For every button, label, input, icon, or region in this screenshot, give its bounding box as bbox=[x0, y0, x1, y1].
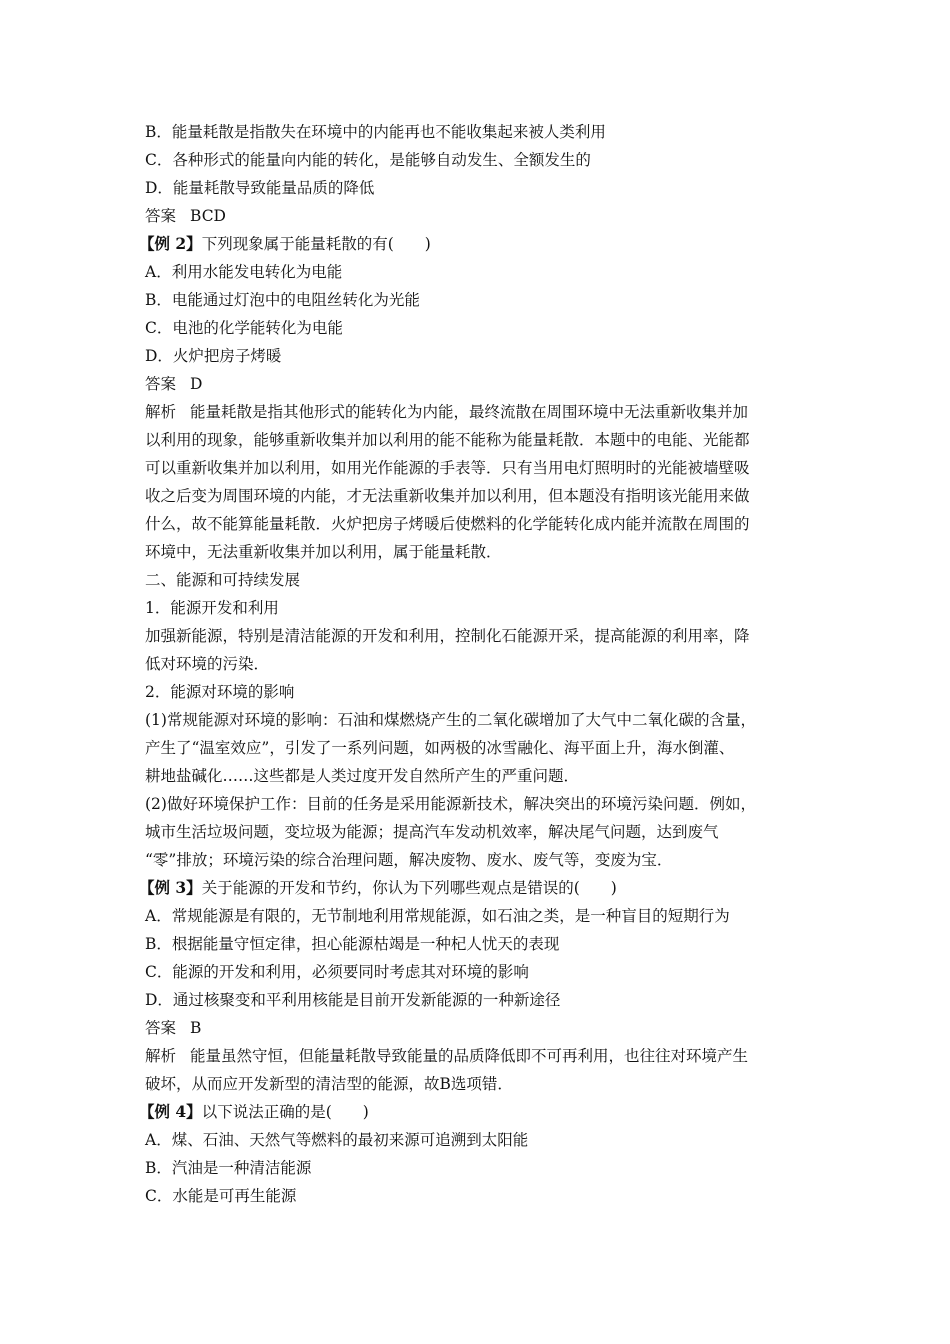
option-d: D．通过核聚变和平利用核能是目前开发新能源的一种新途径 bbox=[145, 991, 561, 1009]
document-page bbox=[139, 118, 813, 1210]
analysis-line bbox=[145, 398, 813, 426]
question-text: 关于能源的开发和节约，你认为下列哪些观点是错误的( ) bbox=[201, 879, 617, 897]
analysis-line: 以利用的现象，能够重新收集并加以利用的能不能称为能量耗散．本题中的电能、光能都 bbox=[145, 431, 750, 449]
option-c: C．电池的化学能转化为电能 bbox=[145, 319, 343, 337]
question-text: 下列现象属于能量耗散的有( ) bbox=[201, 235, 431, 253]
option-b: B．电能通过灯泡中的电阻丝转化为光能 bbox=[145, 291, 420, 309]
option-c: C．能源的开发和利用，必须要同时考虑其对环境的影响 bbox=[145, 963, 529, 981]
analysis-text: 能量虽然守恒，但能量耗散导致能量的品质降低即不可再利用，也往往对环境产生 bbox=[190, 1047, 749, 1065]
question-text: 以下说法正确的是( ) bbox=[201, 1103, 369, 1121]
paragraph-line: “零”排放；环境污染的综合治理问题，解决废物、废水、废气等，变废为宝． bbox=[145, 851, 673, 869]
option-b: B．能量耗散是指散失在环境中的内能再也不能收集起来被人类利用 bbox=[145, 123, 606, 141]
section-heading: 二、能源和可持续发展 bbox=[145, 571, 301, 589]
analysis-line bbox=[145, 1042, 813, 1070]
paragraph-line: (1)常规能源对环境的影响：石油和煤燃烧产生的二氧化碳增加了大气中二氧化碳的含量， bbox=[145, 711, 756, 729]
analysis-label: 解析 bbox=[145, 403, 177, 421]
answer-line bbox=[145, 1014, 813, 1042]
analysis-line: 什么，故不能算能量耗散．火炉把房子烤暖后使燃料的化学能转化成内能并流散在周围的 bbox=[145, 515, 750, 533]
option-d: D．能量耗散导致能量品质的降低 bbox=[145, 179, 375, 197]
option-c: C．水能是可再生能源 bbox=[145, 1187, 297, 1205]
analysis-label: 解析 bbox=[145, 1047, 177, 1065]
example-tag: 【例 3】 bbox=[139, 878, 202, 897]
option-b: B．根据能量守恒定律，担心能源枯竭是一种杞人忧天的表现 bbox=[145, 935, 560, 953]
answer-value: BCD bbox=[190, 207, 226, 225]
example-4-question bbox=[139, 1098, 813, 1126]
analysis-line: 可以重新收集并加以利用，如用光作能源的手表等．只有当用电灯照明时的光能被墙壁吸 bbox=[145, 459, 750, 477]
option-a: A．利用水能发电转化为电能 bbox=[145, 263, 343, 281]
option-a: A．常规能源是有限的，无节制地利用常规能源，如石油之类，是一种盲目的短期行为 bbox=[145, 907, 730, 925]
option-b: B．汽油是一种清洁能源 bbox=[145, 1159, 312, 1177]
option-d: D．火炉把房子烤暖 bbox=[145, 347, 282, 365]
example-tag: 【例 4】 bbox=[139, 1102, 202, 1121]
paragraph-line: 产生了“温室效应”，引发了一系列问题，如两极的冰雪融化、海平面上升，海水倒灌、 bbox=[145, 739, 735, 757]
option-c: C．各种形式的能量向内能的转化，是能够自动发生、全额发生的 bbox=[145, 151, 591, 169]
paragraph-line: (2)做好环境保护工作：目前的任务是采用能源新技术，解决突出的环境污染问题．例如， bbox=[145, 795, 756, 813]
answer-label: 答案 bbox=[145, 1019, 177, 1037]
answer-line bbox=[145, 202, 813, 230]
answer-value: D bbox=[190, 375, 203, 393]
answer-line bbox=[145, 370, 813, 398]
analysis-line: 收之后变为周围环境的内能，才无法重新收集并加以利用，但本题没有指明该光能用来做 bbox=[145, 487, 750, 505]
subsection-title: 1．能源开发和利用 bbox=[145, 599, 279, 617]
option-a: A．煤、石油、天然气等燃料的最初来源可追溯到太阳能 bbox=[145, 1131, 529, 1149]
subsection-title: 2．能源对环境的影响 bbox=[145, 683, 295, 701]
example-2-question bbox=[139, 230, 813, 258]
paragraph-line: 城市生活垃圾问题，变垃圾为能源；提高汽车发动机效率，解决尾气问题，达到废气 bbox=[145, 823, 719, 841]
paragraph-line: 加强新能源，特别是清洁能源的开发和利用，控制化石能源开采，提高能源的利用率，降 bbox=[145, 627, 750, 645]
paragraph-line: 低对环境的污染． bbox=[145, 655, 270, 673]
answer-label: 答案 bbox=[145, 375, 177, 393]
example-3-question bbox=[139, 874, 813, 902]
analysis-line: 破坏，从而应开发新型的清洁型的能源，故B选项错． bbox=[145, 1075, 513, 1093]
analysis-line: 环境中，无法重新收集并加以利用，属于能量耗散． bbox=[145, 543, 502, 561]
answer-label: 答案 bbox=[145, 207, 177, 225]
answer-value: B bbox=[190, 1019, 202, 1037]
analysis-text: 能量耗散是指其他形式的能转化为内能，最终流散在周围环境中无法重新收集并加 bbox=[190, 403, 749, 421]
example-tag: 【例 2】 bbox=[139, 234, 202, 253]
paragraph-line: 耕地盐碱化……这些都是人类过度开发自然所产生的严重问题． bbox=[145, 767, 580, 785]
